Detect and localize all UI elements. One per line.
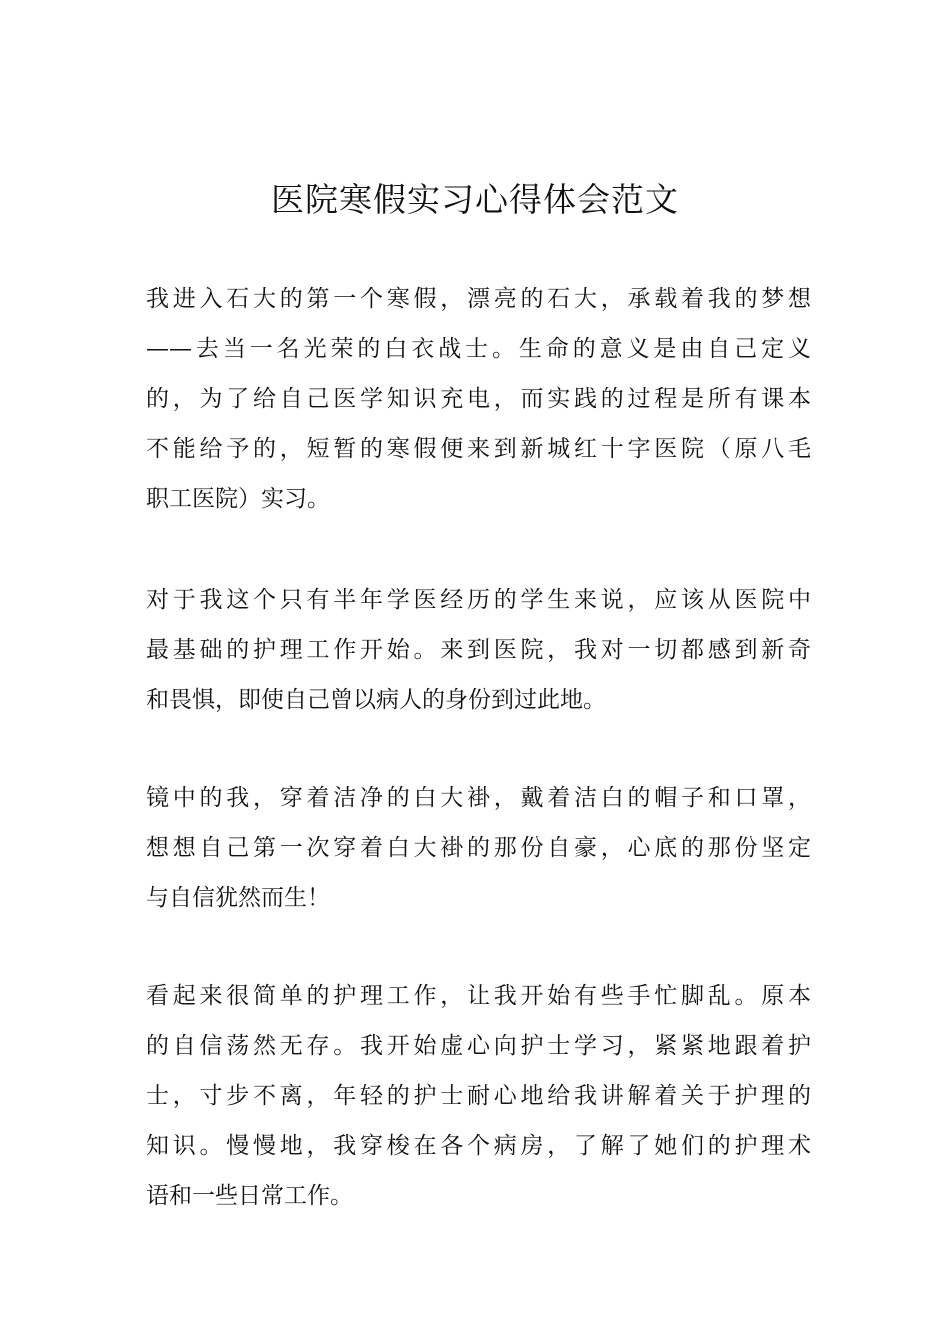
paragraph-line: 最基础的护理工作开始。来到医院，我对一切都感到新奇 [146,637,811,663]
paragraph-line: 职工医院）实习。 [146,486,330,512]
paragraph-line: 的自信荡然无存。我开始虚心向护士学习，紧紧地跟着护 [146,1033,811,1059]
paragraph-2 [146,575,811,725]
paragraph-line: 与自信犹然而生！ [146,885,330,911]
paragraph-4 [146,971,811,1221]
paragraph-3 [146,773,811,923]
paragraph-line: 的，为了给自己医学知识充电，而实践的过程是所有课本 [146,386,811,412]
paragraph-line: 语和一些日常工作。 [146,1183,353,1209]
paragraph-line: 知识。慢慢地，我穿梭在各个病房，了解了她们的护理术 [146,1133,811,1159]
paragraph-line: 对于我这个只有半年学医经历的学生来说，应该从医院中 [146,587,811,613]
paragraph-line: 镜中的我，穿着洁净的白大褂，戴着洁白的帽子和口罩， [146,785,811,811]
paragraph-line: 想想自己第一次穿着白大褂的那份自豪，心底的那份坚定 [146,835,811,861]
paragraph-line: ——去当一名光荣的白衣战士。生命的意义是由自己定义 [146,336,811,362]
paragraph-line: 我进入石大的第一个寒假，漂亮的石大，承载着我的梦想 [146,286,811,312]
paragraph-line: 不能给予的，短暂的寒假便来到新城红十字医院（原八毛 [146,436,811,462]
paragraph-line: 看起来很简单的护理工作，让我开始有些手忙脚乱。原本 [146,983,811,1009]
page-title: 医院寒假实习心得体会范文 [271,180,679,219]
paragraph-line: 和畏惧，即使自己曾以病人的身份到过此地。 [146,687,606,713]
paragraph-1 [146,274,811,524]
paragraph-line: 士，寸步不离，年轻的护士耐心地给我讲解着关于护理的 [146,1083,811,1109]
